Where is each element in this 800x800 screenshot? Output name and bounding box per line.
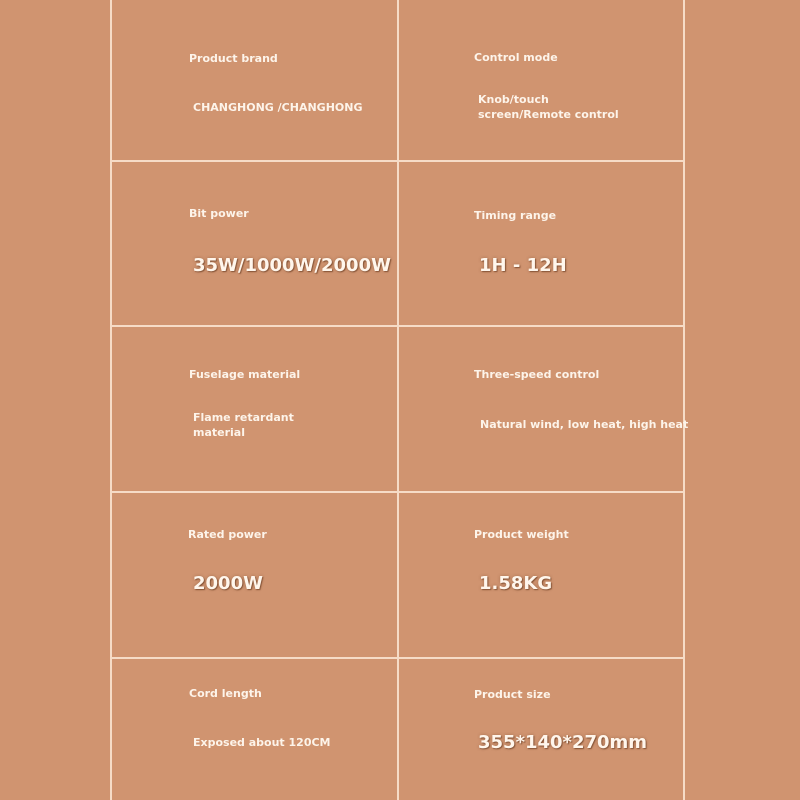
spec-label: Product weight: [474, 528, 569, 541]
spec-value: 1H - 12H: [479, 255, 567, 276]
table-divider-center: [397, 0, 399, 800]
spec-value: Natural wind, low heat, high heat: [480, 418, 689, 431]
spec-value: 1.58KG: [479, 573, 553, 594]
row-divider: [110, 491, 685, 493]
spec-value: Knob/touch screen/Remote control: [478, 93, 619, 121]
spec-value: 35W/1000W/2000W: [193, 255, 391, 276]
spec-label: Cord length: [189, 687, 262, 700]
table-border-right: [683, 0, 685, 800]
spec-label: Product size: [474, 688, 551, 701]
spec-label: Fuselage material: [189, 368, 301, 381]
spec-value: Exposed about 120CM: [193, 736, 331, 749]
spec-value: 355*140*270mm: [478, 732, 648, 753]
spec-value: 2000W: [193, 573, 263, 594]
row-divider: [110, 657, 685, 659]
spec-label: Rated power: [188, 528, 267, 541]
spec-label: Timing range: [474, 209, 557, 222]
spec-label: Product brand: [189, 52, 278, 65]
spec-label: Three-speed control: [474, 368, 600, 381]
spec-label: Control mode: [474, 51, 558, 64]
spec-value: Flame retardant material: [193, 411, 294, 439]
row-divider: [110, 160, 685, 162]
spec-label: Bit power: [189, 207, 249, 220]
row-divider: [110, 325, 685, 327]
table-border-left: [110, 0, 112, 800]
spec-value: CHANGHONG /CHANGHONG: [193, 101, 363, 114]
